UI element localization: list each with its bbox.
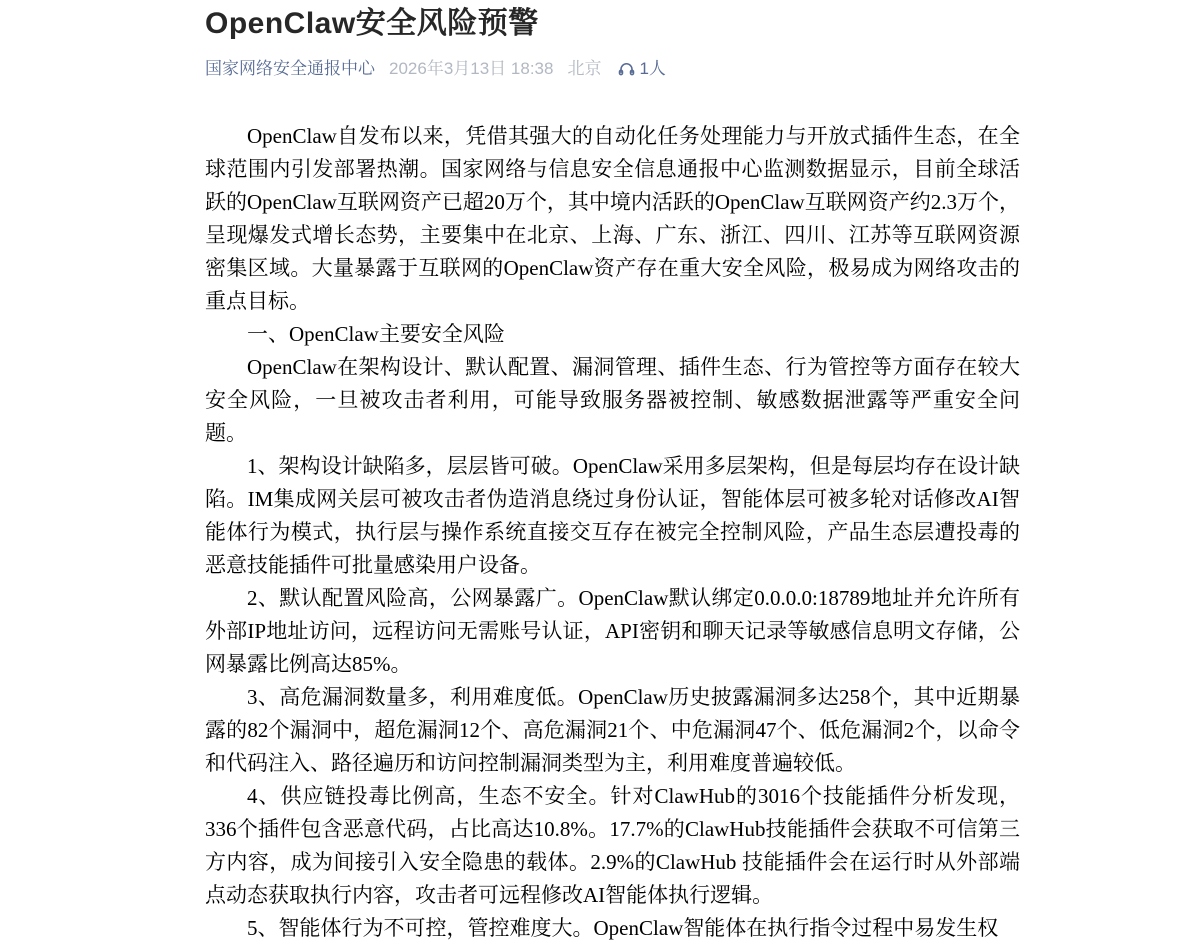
article-title: OpenClaw安全风险预警 — [205, 7, 539, 40]
body-paragraph-heading: 一、OpenClaw主要安全风险 — [247, 322, 505, 346]
body-paragraph: 4、供应链投毒比例高，生态不安全。针对ClawHub的3016个技能插件分析发现，336个插件包含恶意代码，占比高达10.8%。17.7%的ClawHub技能插件会获取不可信第三方内容，成为间接引入安全隐患的载体。2.9%的ClawHub 技能插件会在运行时从外部端点动态获取执行内容，攻击者可远程修改AI智能体执行逻辑。 — [205, 784, 1020, 907]
body-paragraph: OpenClaw在架构设计、默认配置、漏洞管理、插件生态、行为管控等方面存在较大安全风险，一旦被攻击者利用，可能导致服务器被控制、敏感数据泄露等严重安全问题。 — [205, 355, 1020, 445]
article-body — [205, 120, 1020, 945]
body-paragraph: 1、架构设计缺陷多，层层皆可破。OpenClaw采用多层架构，但是每层均存在设计缺陷。IM集成网关层可被攻击者伪造消息绕过身份认证，智能体层可被多轮对话修改AI智能体行为模式，执行层与操作系统直接交互存在被完全控制风险，产品生态层遭投毒的恶意技能插件可批量感染用户设备。 — [205, 454, 1020, 577]
article — [205, 0, 1020, 945]
body-paragraph: 5、智能体行为不可控，管控难度大。OpenClaw智能体在执行指令过程中易发生权 — [247, 916, 999, 940]
body-paragraph: OpenClaw自发布以来，凭借其强大的自动化任务处理能力与开放式插件生态，在全球范围内引发部署热潮。国家网络与信息安全信息通报中心监测数据显示，目前全球活跃的OpenClaw互联网资产已超20万个，其中境内活跃的OpenClaw互联网资产约2.3万个，呈现爆发式增长态势，主要集中在北京、上海、广东、浙江、四川、江苏等互联网资源密集区域。大量暴露于互联网的OpenClaw资产存在重大安全风险，极易成为网络攻击的重点目标。 — [205, 124, 1020, 313]
listeners-button[interactable] — [617, 58, 665, 80]
publish-location: 北京 — [567, 59, 602, 78]
account-name-link[interactable]: 国家网络安全通报中心 — [205, 59, 375, 78]
body-paragraph: 3、高危漏洞数量多，利用难度低。OpenClaw历史披露漏洞多达258个，其中近期暴露的82个漏洞中，超危漏洞12个、高危漏洞21个、中危漏洞47个、低危漏洞2个，以命令和代码注入、路径遍历和访问控制漏洞类型为主，利用难度普遍较低。 — [205, 685, 1020, 775]
article-meta — [205, 58, 1020, 80]
body-paragraph: 2、默认配置风险高，公网暴露广。OpenClaw默认绑定0.0.0.0:18789地址并允许所有外部IP地址访问，远程访问无需账号认证，API密钥和聊天记录等敏感信息明文存储，公网暴露比例高达85%。 — [205, 586, 1020, 676]
listeners-count: 1人 — [639, 59, 666, 78]
headset-icon — [617, 60, 636, 79]
publish-datetime: 2026年3月13日 18:38 — [389, 59, 554, 78]
